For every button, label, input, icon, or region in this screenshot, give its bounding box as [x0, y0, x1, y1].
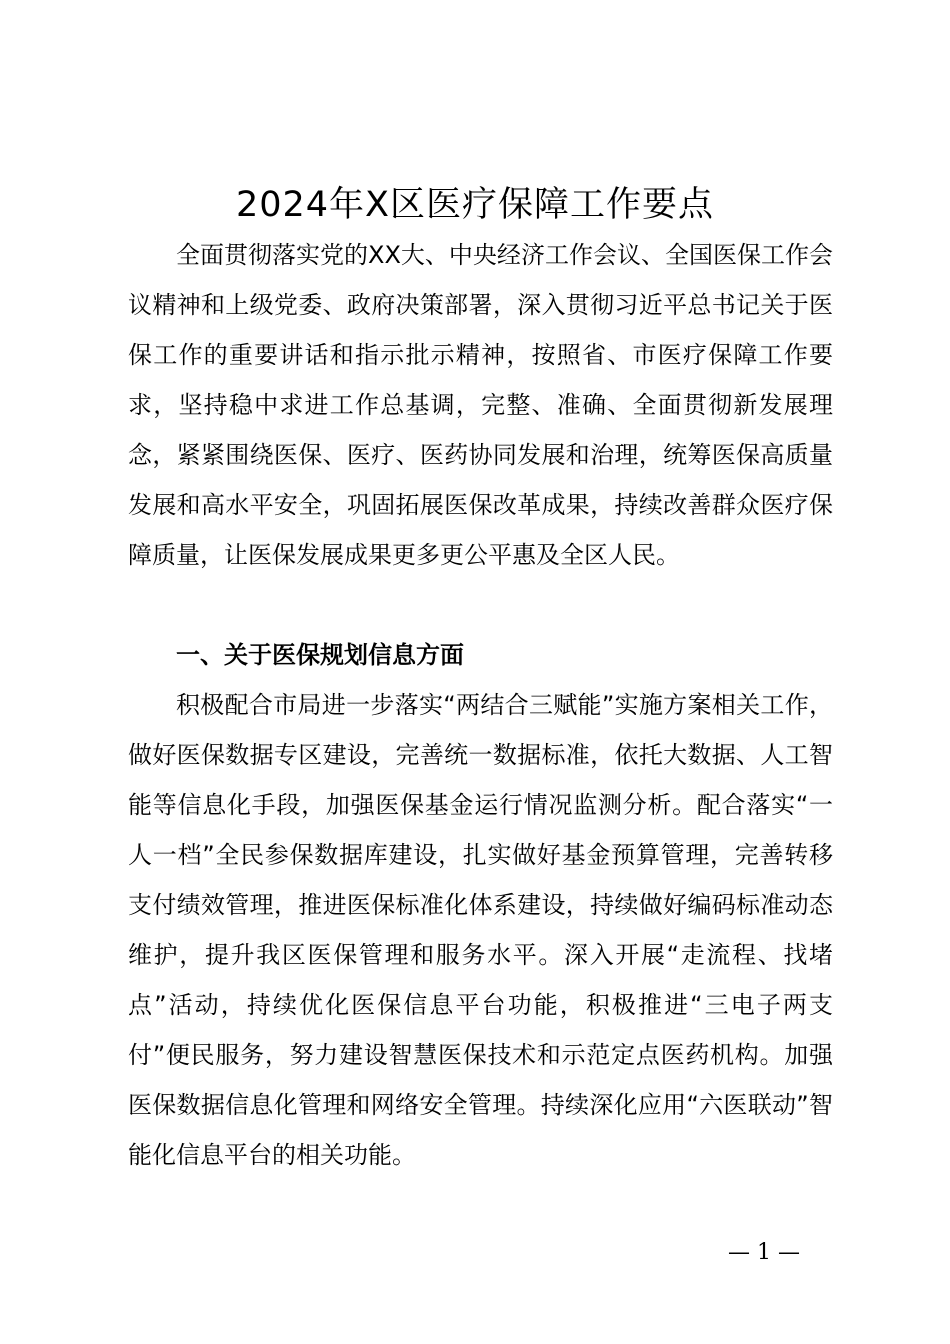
section-paragraph: 积极配合市局进一步落实“两结合三赋能”实施方案相关工作，做好医保数据专区建设，完善统一数据标准，依托大数据、人工智能等信息化手段，加强医保基金运行情况监测分析。配合落实“一人一档”全民参保数据库建设，扎实做好基金预算管理，完善转移支付绩效管理，推进医保标准化体系建设，持续做好编码标准动态维护，提升我区医保管理和服务水平。深入开展“走流程、找堵点”活动，持续优化医保信息平台功能，积极推进“三电子两支付”便民服务，努力建设智慧医保技术和示范定点医药机构。加强医保数据信息化管理和网络安全管理。持续深化应用“六医联动”智能化信息平台的相关功能。 [128, 691, 833, 1169]
document-title: 2024年X区医疗保障工作要点 [235, 185, 715, 225]
section-heading: 一、关于医保规划信息方面 [176, 641, 464, 669]
page-number: — 1 — [728, 1240, 800, 1265]
intro-paragraph: 全面贯彻落实党的XX大、中央经济工作会议、全国医保工作会议精神和上级党委、政府决策部署，深入贯彻习近平总书记关于医保工作的重要讲话和指示批示精神，按照省、市医疗保障工作要求，坚持稳中求进工作总基调，完整、准确、全面贯彻新发展理念，紧紧围绕医保、医疗、医药协同发展和治理，统筹医保高质量发展和高水平安全，巩固拓展医保改革成果，持续改善群众医疗保障质量，让医保发展成果更多更公平惠及全区人民。 [128, 241, 833, 569]
